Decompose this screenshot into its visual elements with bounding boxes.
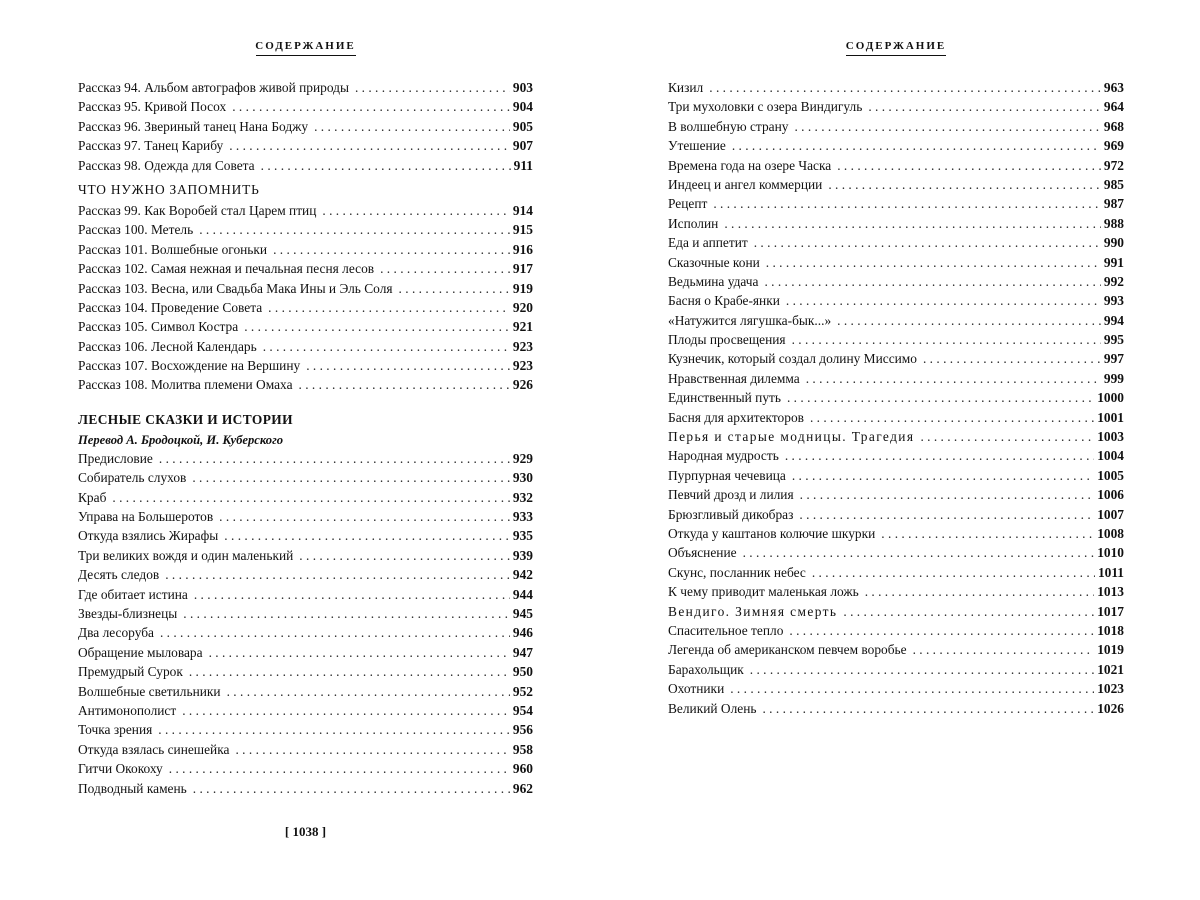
toc-entry-page: 1026: [1097, 700, 1124, 716]
toc-entry-title: Басня для архитекторов: [668, 409, 804, 425]
toc-entry-page: 1010: [1097, 545, 1124, 561]
toc-entry: [78, 643, 533, 662]
dot-leader: [828, 175, 1101, 194]
toc-entry-title: Брюзгливый дикобраз: [668, 506, 794, 522]
toc-entry-page: 1011: [1097, 564, 1124, 580]
toc-entry: [668, 253, 1124, 272]
toc-group-top: [78, 78, 533, 175]
dot-leader: [881, 524, 1094, 543]
running-head-right: СОДЕРЖАНИЕ: [668, 40, 1124, 56]
dot-leader: [810, 408, 1094, 427]
toc-entry-page: 969: [1103, 138, 1124, 154]
dot-leader: [750, 660, 1094, 679]
dot-leader: [785, 446, 1094, 465]
toc-entry: [668, 466, 1124, 485]
toc-entry: [668, 679, 1124, 698]
dot-leader: [224, 526, 510, 545]
dot-leader: [273, 240, 510, 259]
dot-leader: [299, 375, 510, 394]
toc-entry-page: 1008: [1097, 525, 1124, 541]
toc-entry: [78, 156, 533, 175]
toc-entry-page: 1018: [1097, 622, 1124, 638]
toc-entry-page: 1003: [1097, 429, 1124, 445]
toc-entry-page: 929: [512, 450, 533, 466]
running-head-rule: [846, 55, 946, 56]
toc-entry-page: 916: [512, 241, 533, 257]
toc-entry-page: 947: [512, 644, 533, 660]
toc-entry-title: Рассказ 106. Лесной Календарь: [78, 338, 257, 354]
toc-entry-title: Десять следов: [78, 567, 160, 583]
toc-entry-title: Рассказ 95. Кривой Посох: [78, 99, 227, 115]
dot-leader: [322, 201, 510, 220]
toc-entry-title: Вендиго. Зимняя смерть: [668, 603, 838, 619]
toc-entry-page: 1006: [1097, 487, 1124, 503]
toc-entry: [78, 720, 533, 739]
toc-entry: [78, 507, 533, 526]
toc-entry-title: Еда и аппетит: [668, 235, 748, 251]
dot-leader: [160, 623, 510, 642]
toc-entry: [668, 117, 1124, 136]
dot-leader: [158, 720, 510, 739]
dot-leader: [299, 546, 510, 565]
toc-entry: [668, 136, 1124, 155]
toc-entry-title: Индеец и ангел коммерции: [668, 176, 823, 192]
toc-entry: [668, 621, 1124, 640]
toc-entry-title: Кизил: [668, 80, 704, 95]
toc-entry-title: Сказочные кони: [668, 254, 760, 270]
toc-entry: [78, 117, 533, 136]
toc-entry-title: Звезды-близнецы: [78, 605, 178, 621]
toc-entry: [78, 604, 533, 623]
toc-entry-title: Нравственная дилемма: [668, 370, 800, 386]
dot-leader: [709, 78, 1101, 97]
dot-leader: [794, 117, 1100, 136]
toc-entry-title: Объяснение: [668, 545, 737, 561]
dot-leader: [209, 643, 510, 662]
toc-entry: [668, 349, 1124, 368]
toc-entry-title: Откуда взялась синешейка: [78, 741, 230, 757]
toc-entry-title: Перья и старые модницы. Трагедия: [668, 429, 915, 445]
dot-leader: [355, 78, 510, 97]
toc-entry: [668, 543, 1124, 562]
toc-entry: [78, 317, 533, 336]
toc-entry-page: 905: [512, 118, 533, 134]
toc-entry: [668, 699, 1124, 718]
toc-entry: [668, 311, 1124, 330]
dot-leader: [380, 259, 510, 278]
toc-entry-page: 1000: [1097, 390, 1124, 406]
dot-leader: [169, 759, 510, 778]
toc-entry-title: К чему приводит маленькая ложь: [668, 584, 859, 600]
toc-group-right: [668, 78, 1124, 718]
toc-entry: [78, 220, 533, 239]
toc-entry-title: Рассказ 104. Проведение Совета: [78, 299, 263, 315]
toc-entry-title: Рассказ 96. Звериный танец Нана Боджу: [78, 118, 309, 134]
toc-entry-page: 914: [512, 202, 533, 218]
toc-entry: [78, 259, 533, 278]
toc-entry: [668, 194, 1124, 213]
toc-entry: [668, 602, 1124, 621]
toc-entry: [668, 78, 1124, 97]
toc-entry-title: Точка зрения: [78, 722, 153, 738]
dot-leader: [219, 507, 510, 526]
toc-entry-page: 911: [513, 157, 533, 173]
toc-entry-title: Рассказ 103. Весна, или Свадьба Мака Ины и Эль Соля: [78, 280, 393, 296]
toc-entry-page: 915: [512, 222, 533, 238]
toc-entry-page: 958: [512, 741, 533, 757]
toc-entry-title: Гитчи Ококоху: [78, 761, 163, 777]
toc-entry-page: 903: [512, 80, 533, 95]
toc-entry-title: Рассказ 101. Волшебные огоньки: [78, 241, 268, 257]
dot-leader: [732, 136, 1101, 155]
dot-leader: [192, 468, 510, 487]
dot-leader: [800, 485, 1095, 504]
toc-entry-page: 904: [512, 99, 533, 115]
toc-entry: [668, 563, 1124, 582]
dot-leader: [762, 699, 1094, 718]
dot-leader: [837, 311, 1101, 330]
toc-entry-page: 999: [1103, 370, 1124, 386]
dot-leader: [159, 449, 510, 468]
dot-leader: [306, 356, 510, 375]
toc-entry-page: 964: [1103, 99, 1124, 115]
toc-entry: [78, 546, 533, 565]
toc-entry-title: Собиратель слухов: [78, 470, 187, 486]
toc-entry: [78, 78, 533, 97]
dot-leader: [199, 220, 510, 239]
toc-entry-title: Барахольщик: [668, 661, 744, 677]
toc-entry-title: Три великих вождя и один маленький: [78, 547, 294, 563]
toc-entry-page: 1005: [1097, 467, 1124, 483]
toc-entry-page: 932: [512, 489, 533, 505]
toc-entry-page: 968: [1103, 118, 1124, 134]
toc-entry-page: 952: [512, 683, 533, 699]
toc-entry: [78, 682, 533, 701]
toc-entry: [668, 156, 1124, 175]
toc-entry-title: Утешение: [668, 138, 726, 154]
toc-entry: [78, 623, 533, 642]
dot-leader: [183, 604, 510, 623]
dot-leader: [268, 298, 510, 317]
toc-entry: [668, 233, 1124, 252]
toc-entry-title: Три мухоловки с озера Виндигуль: [668, 99, 863, 115]
dot-leader: [913, 640, 1095, 659]
toc-entry-title: Рассказ 102. Самая нежная и печальная песня лесов: [78, 261, 375, 277]
toc-entry-title: Народная мудрость: [668, 448, 779, 464]
toc-entry: [668, 582, 1124, 601]
toc-entry: [78, 585, 533, 604]
toc-entry-title: Рассказ 108. Молитва племени Омаха: [78, 377, 293, 393]
right-page: [668, 0, 1124, 900]
toc-entry: [668, 427, 1124, 446]
toc-entry-title: В волшебную страну: [668, 118, 789, 134]
dot-leader: [812, 563, 1095, 582]
toc-entry-page: 954: [512, 702, 533, 718]
toc-entry-page: 1007: [1097, 506, 1124, 522]
toc-entry-title: Антимонополист: [78, 702, 177, 718]
toc-entry-page: 946: [512, 625, 533, 641]
toc-entry-title: Кузнечик, который создал долину Миссимо: [668, 351, 917, 367]
toc-entry-title: Единственный путь: [668, 390, 781, 406]
toc-entry: [78, 488, 533, 507]
toc-entry-title: Рассказ 97. Танец Карибу: [78, 138, 224, 154]
toc-entry-page: 995: [1103, 332, 1124, 348]
toc-entry-page: 1017: [1097, 603, 1124, 619]
toc-entry-title: Где обитает истина: [78, 586, 188, 602]
toc-entry-title: Пурпурная чечевица: [668, 467, 786, 483]
toc-entry-page: 921: [512, 319, 533, 335]
toc-entry-page: 990: [1103, 235, 1124, 251]
toc-entry-title: Премудрый Сурок: [78, 664, 183, 680]
toc-entry-page: 950: [512, 664, 533, 680]
toc-entry-title: Ведьмина удача: [668, 273, 759, 289]
toc-entry-page: 991: [1103, 254, 1124, 270]
toc-entry-title: Исполин: [668, 215, 719, 231]
toc-entry-page: 992: [1103, 273, 1124, 289]
toc-entry-page: 956: [512, 722, 533, 738]
toc-entry-page: 935: [512, 528, 533, 544]
toc-entry-title: Времена года на озере Часка: [668, 157, 832, 173]
toc-entry: [78, 375, 533, 394]
dot-leader: [786, 291, 1101, 310]
page-number: [ 1038 ]: [284, 824, 327, 839]
dot-leader: [314, 117, 510, 136]
dot-leader: [868, 97, 1101, 116]
dot-leader: [730, 679, 1094, 698]
toc-entry-page: 963: [1103, 80, 1124, 95]
toc-entry-title: Рассказ 99. Как Воробей стал Царем птиц: [78, 202, 317, 218]
toc-entry-title: Рассказ 100. Метель: [78, 222, 194, 238]
toc-entry-page: 930: [512, 470, 533, 486]
toc-entry: [78, 279, 533, 298]
dot-leader: [165, 565, 510, 584]
dot-leader: [244, 317, 510, 336]
dot-leader: [766, 253, 1101, 272]
dot-leader: [194, 585, 510, 604]
toc-entry: [668, 524, 1124, 543]
section-heading-remember: ЧТО НУЖНО ЗАПОМНИТЬ: [78, 181, 260, 197]
toc-entry: [668, 485, 1124, 504]
dot-leader: [806, 369, 1101, 388]
toc-entry: [78, 526, 533, 545]
toc-entry: [78, 356, 533, 375]
toc-entry: [78, 740, 533, 759]
toc-entry: [78, 97, 533, 116]
toc-group-forest: [78, 449, 533, 798]
toc-entry-title: Плоды просвещения: [668, 332, 786, 348]
dot-leader: [724, 214, 1101, 233]
toc-entry-title: Подводный камень: [78, 780, 187, 796]
toc-entry-page: 945: [512, 605, 533, 621]
dot-leader: [837, 156, 1101, 175]
toc-entry-page: 944: [512, 586, 533, 602]
toc-entry-page: 1004: [1097, 448, 1124, 464]
toc-entry-title: Рецепт: [668, 196, 708, 212]
toc-entry: [78, 662, 533, 681]
dot-leader: [182, 701, 510, 720]
dot-leader: [261, 156, 511, 175]
translator-credit: Перевод А. Бродоцкой, И. Куберского: [78, 432, 284, 447]
toc-entry: [668, 97, 1124, 116]
toc-entry: [78, 298, 533, 317]
toc-entry: [78, 565, 533, 584]
dot-leader: [713, 194, 1101, 213]
toc-group-remember: [78, 201, 533, 395]
toc-entry-page: 1013: [1097, 584, 1124, 600]
toc-entry-page: 988: [1103, 215, 1124, 231]
dot-leader: [920, 427, 1094, 446]
dot-leader: [263, 337, 510, 356]
dot-leader: [229, 136, 510, 155]
dot-leader: [843, 602, 1094, 621]
toc-entry-title: Рассказ 105. Символ Костра: [78, 319, 239, 335]
toc-entry: [78, 201, 533, 220]
toc-entry-page: 994: [1103, 312, 1124, 328]
toc-entry: [78, 701, 533, 720]
toc-entry-title: Рассказ 98. Одежда для Совета: [78, 157, 255, 173]
toc-entry-title: Откуда взялись Жирафы: [78, 528, 219, 544]
toc-entry-title: Великий Олень: [668, 700, 757, 716]
toc-entry: [668, 446, 1124, 465]
toc-entry: [668, 369, 1124, 388]
toc-entry-page: 919: [512, 280, 533, 296]
dot-leader: [799, 505, 1094, 524]
toc-entry: [78, 468, 533, 487]
toc-entry-page: 939: [512, 547, 533, 563]
toc-entry-page: 926: [512, 377, 533, 393]
toc-entry-page: 993: [1103, 293, 1124, 309]
toc-entry-page: 923: [512, 358, 533, 374]
dot-leader: [193, 779, 510, 798]
dot-leader: [189, 662, 510, 681]
toc-entry: [78, 779, 533, 798]
toc-entry-title: Обращение мыловара: [78, 644, 203, 660]
dot-leader: [232, 97, 510, 116]
left-page: [78, 0, 533, 900]
dot-leader: [792, 466, 1094, 485]
toc-entry: [668, 272, 1124, 291]
toc-entry-title: Откуда у каштанов колючие шкурки: [668, 525, 876, 541]
toc-entry-title: Охотники: [668, 681, 725, 697]
toc-entry-page: 942: [512, 567, 533, 583]
running-head-left: СОДЕРЖАНИЕ: [78, 40, 533, 56]
toc-entry: [668, 408, 1124, 427]
toc-entry: [668, 175, 1124, 194]
dot-leader: [235, 740, 509, 759]
dot-leader: [787, 388, 1094, 407]
toc-entry-title: Скунс, посланник небес: [668, 564, 806, 580]
toc-entry: [668, 640, 1124, 659]
toc-entry-title: Певчий дрозд и лилия: [668, 487, 794, 503]
toc-entry-page: 962: [512, 780, 533, 796]
toc-entry: [668, 291, 1124, 310]
toc-entry-page: 1023: [1097, 681, 1124, 697]
toc-entry-page: 997: [1103, 351, 1124, 367]
dot-leader: [743, 543, 1095, 562]
toc-entry-page: 1001: [1097, 409, 1124, 425]
section-heading-forest-tales: ЛЕСНЫЕ СКАЗКИ И ИСТОРИИ: [78, 411, 293, 427]
toc-entry: [668, 660, 1124, 679]
dot-leader: [112, 488, 510, 507]
toc-entry-page: 923: [512, 338, 533, 354]
toc-entry-title: Волшебные светильники: [78, 683, 221, 699]
toc-entry-title: Краб: [78, 489, 107, 505]
toc-entry: [78, 136, 533, 155]
dot-leader: [754, 233, 1101, 252]
toc-entry: [78, 759, 533, 778]
dot-leader: [764, 272, 1100, 291]
toc-entry-page: 960: [512, 761, 533, 777]
toc-entry: [78, 240, 533, 259]
toc-entry-title: Басня о Крабе-янки: [668, 293, 780, 309]
toc-entry-page: 1019: [1097, 642, 1124, 658]
toc-entry-page: 1021: [1097, 661, 1124, 677]
dot-leader: [923, 349, 1101, 368]
toc-entry-page: 933: [512, 509, 533, 525]
toc-entry-page: 917: [512, 261, 533, 277]
toc-entry: [668, 214, 1124, 233]
toc-entry: [668, 330, 1124, 349]
toc-left: [78, 78, 533, 798]
toc-entry-page: 907: [512, 138, 533, 154]
dot-leader: [792, 330, 1101, 349]
toc-entry: [78, 449, 533, 468]
toc-entry-title: Предисловие: [78, 450, 153, 466]
toc-right: [668, 78, 1124, 718]
toc-entry-page: 920: [512, 299, 533, 315]
toc-entry: [78, 337, 533, 356]
dot-leader: [399, 279, 510, 298]
toc-entry-page: 987: [1103, 196, 1124, 212]
toc-entry-title: Рассказ 107. Восхождение на Вершину: [78, 358, 301, 374]
toc-entry-title: Рассказ 94. Альбом автографов живой природы: [78, 80, 349, 95]
toc-entry: [668, 505, 1124, 524]
toc-entry-title: Спасительное тепло: [668, 622, 784, 638]
running-head-rule: [256, 55, 356, 56]
dot-leader: [227, 682, 510, 701]
toc-entry: [668, 388, 1124, 407]
toc-entry-page: 985: [1103, 176, 1124, 192]
dot-leader: [865, 582, 1095, 601]
toc-entry-title: Управа на Большеротов: [78, 509, 214, 525]
toc-entry-page: 972: [1103, 157, 1124, 173]
toc-entry-title: Легенда об американском певчем воробье: [668, 642, 907, 658]
toc-entry-title: «Натужится лягушка-бык...»: [668, 312, 832, 328]
toc-entry-title: Два лесоруба: [78, 625, 154, 641]
dot-leader: [789, 621, 1094, 640]
